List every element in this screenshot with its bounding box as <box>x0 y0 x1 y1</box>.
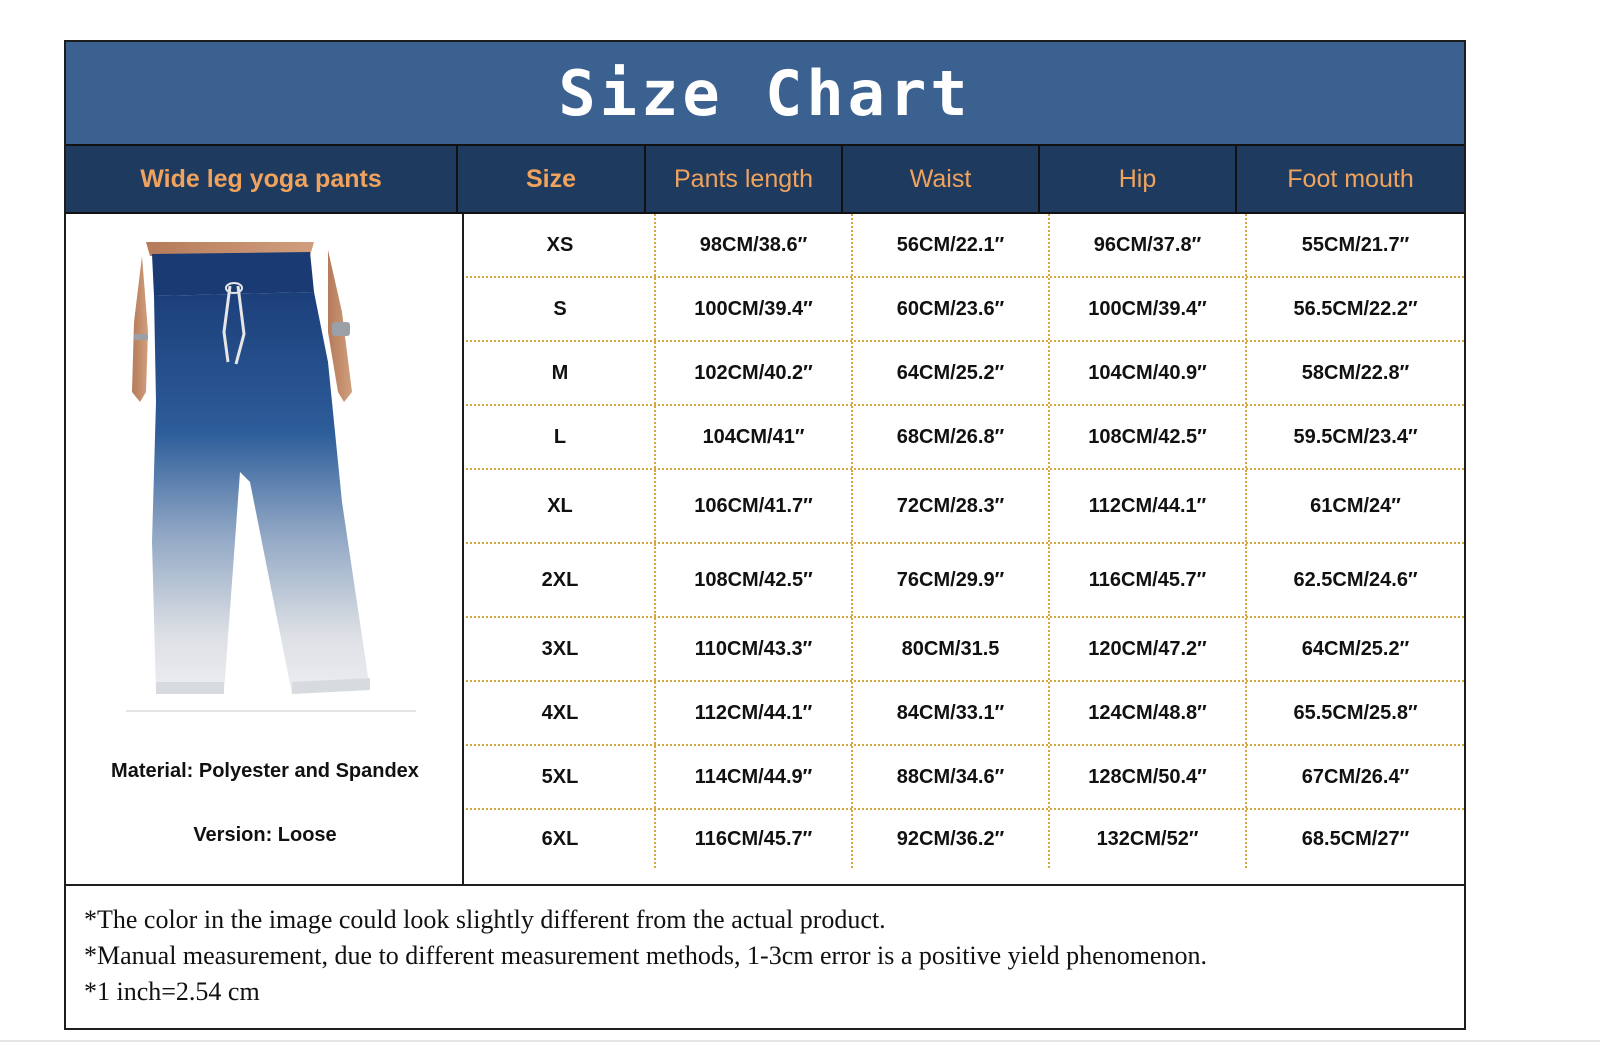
cell-pants-length: 98CM/38.6″ <box>654 214 851 276</box>
cell-waist: 92CM/36.2″ <box>851 810 1048 868</box>
cell-size: 2XL <box>541 568 579 591</box>
size-table <box>466 214 1464 884</box>
cell-waist: 68CM/26.8″ <box>851 406 1048 468</box>
cell-pants-length: 116CM/45.7″ <box>654 810 851 868</box>
cell-hip: 104CM/40.9″ <box>1048 342 1245 404</box>
cell-foot-mouth: 67CM/26.4″ <box>1245 746 1464 808</box>
version-text: Version: Loose <box>193 824 337 846</box>
cell-hip: 132CM/52″ <box>1048 810 1245 868</box>
table-row <box>466 214 1464 278</box>
image-baseline <box>126 710 416 712</box>
cell-size: 4XL <box>541 701 579 724</box>
table-row <box>466 618 1464 682</box>
cell-waist: 76CM/29.9″ <box>851 544 1048 616</box>
cell-foot-mouth: 62.5CM/24.6″ <box>1245 544 1464 616</box>
cell-pants-length: 110CM/43.3″ <box>654 618 851 680</box>
page-title: Size Chart <box>558 56 972 130</box>
cell-size: XL <box>547 494 573 517</box>
note-inch: *1 inch=2.54 cm <box>84 977 260 1006</box>
cell-size: 3XL <box>541 637 579 660</box>
cell-pants-length: 102CM/40.2″ <box>654 342 851 404</box>
header-foot-mouth: Foot mouth <box>1235 146 1464 212</box>
cell-waist: 80CM/31.5 <box>851 618 1048 680</box>
table-row <box>466 406 1464 470</box>
table-row <box>466 342 1464 406</box>
divider <box>0 1040 1600 1042</box>
material-text: Material: Polyester and Spandex <box>111 760 419 782</box>
product-panel <box>66 214 464 884</box>
cell-hip: 120CM/47.2″ <box>1048 618 1245 680</box>
table-header <box>66 144 1464 214</box>
cell-foot-mouth: 58CM/22.8″ <box>1245 342 1464 404</box>
note-measurement: *Manual measurement, due to different measurement methods, 1-3cm error is a positive yield phenomenon. <box>84 941 1207 970</box>
cell-size: L <box>553 425 567 448</box>
cell-waist: 64CM/25.2″ <box>851 342 1048 404</box>
cell-foot-mouth: 56.5CM/22.2″ <box>1245 278 1464 340</box>
table-row <box>466 810 1464 868</box>
note-color: *The color in the image could look slightly different from the actual product. <box>84 905 886 934</box>
cell-hip: 96CM/37.8″ <box>1048 214 1245 276</box>
cell-foot-mouth: 64CM/25.2″ <box>1245 618 1464 680</box>
cell-foot-mouth: 59.5CM/23.4″ <box>1245 406 1464 468</box>
cell-pants-length: 104CM/41″ <box>654 406 851 468</box>
header-hip: Hip <box>1038 146 1235 212</box>
cell-hip: 116CM/45.7″ <box>1048 544 1245 616</box>
cell-size: 6XL <box>541 827 579 850</box>
cell-hip: 128CM/50.4″ <box>1048 746 1245 808</box>
cell-pants-length: 106CM/41.7″ <box>654 470 851 542</box>
cell-waist: 72CM/28.3″ <box>851 470 1048 542</box>
cell-size: 5XL <box>541 765 579 788</box>
pants-image <box>132 242 412 712</box>
cell-hip: 100CM/39.4″ <box>1048 278 1245 340</box>
cell-foot-mouth: 65.5CM/25.8″ <box>1245 682 1464 744</box>
cell-pants-length: 100CM/39.4″ <box>654 278 851 340</box>
cell-foot-mouth: 68.5CM/27″ <box>1245 810 1464 868</box>
cell-size: S <box>553 297 567 320</box>
cell-waist: 60CM/23.6″ <box>851 278 1048 340</box>
cell-size: XS <box>546 233 574 256</box>
cell-hip: 112CM/44.1″ <box>1048 470 1245 542</box>
cell-size: M <box>551 361 569 384</box>
table-row <box>466 470 1464 544</box>
table-row <box>466 682 1464 746</box>
notes <box>66 884 1464 1028</box>
header-product: Wide leg yoga pants <box>140 164 382 193</box>
cell-hip: 124CM/48.8″ <box>1048 682 1245 744</box>
cell-foot-mouth: 55CM/21.7″ <box>1245 214 1464 276</box>
title-bar <box>66 42 1464 144</box>
cell-pants-length: 114CM/44.9″ <box>654 746 851 808</box>
cell-pants-length: 108CM/42.5″ <box>654 544 851 616</box>
cell-hip: 108CM/42.5″ <box>1048 406 1245 468</box>
header-pants-length: Pants length <box>644 146 841 212</box>
table-row <box>466 278 1464 342</box>
header-waist: Waist <box>841 146 1038 212</box>
cell-waist: 56CM/22.1″ <box>851 214 1048 276</box>
cell-pants-length: 112CM/44.1″ <box>654 682 851 744</box>
table-row <box>466 746 1464 810</box>
table-row <box>466 544 1464 618</box>
cell-waist: 84CM/33.1″ <box>851 682 1048 744</box>
header-size: Size <box>456 146 644 212</box>
cell-waist: 88CM/34.6″ <box>851 746 1048 808</box>
size-chart <box>64 40 1466 1030</box>
cell-foot-mouth: 61CM/24″ <box>1245 470 1464 542</box>
